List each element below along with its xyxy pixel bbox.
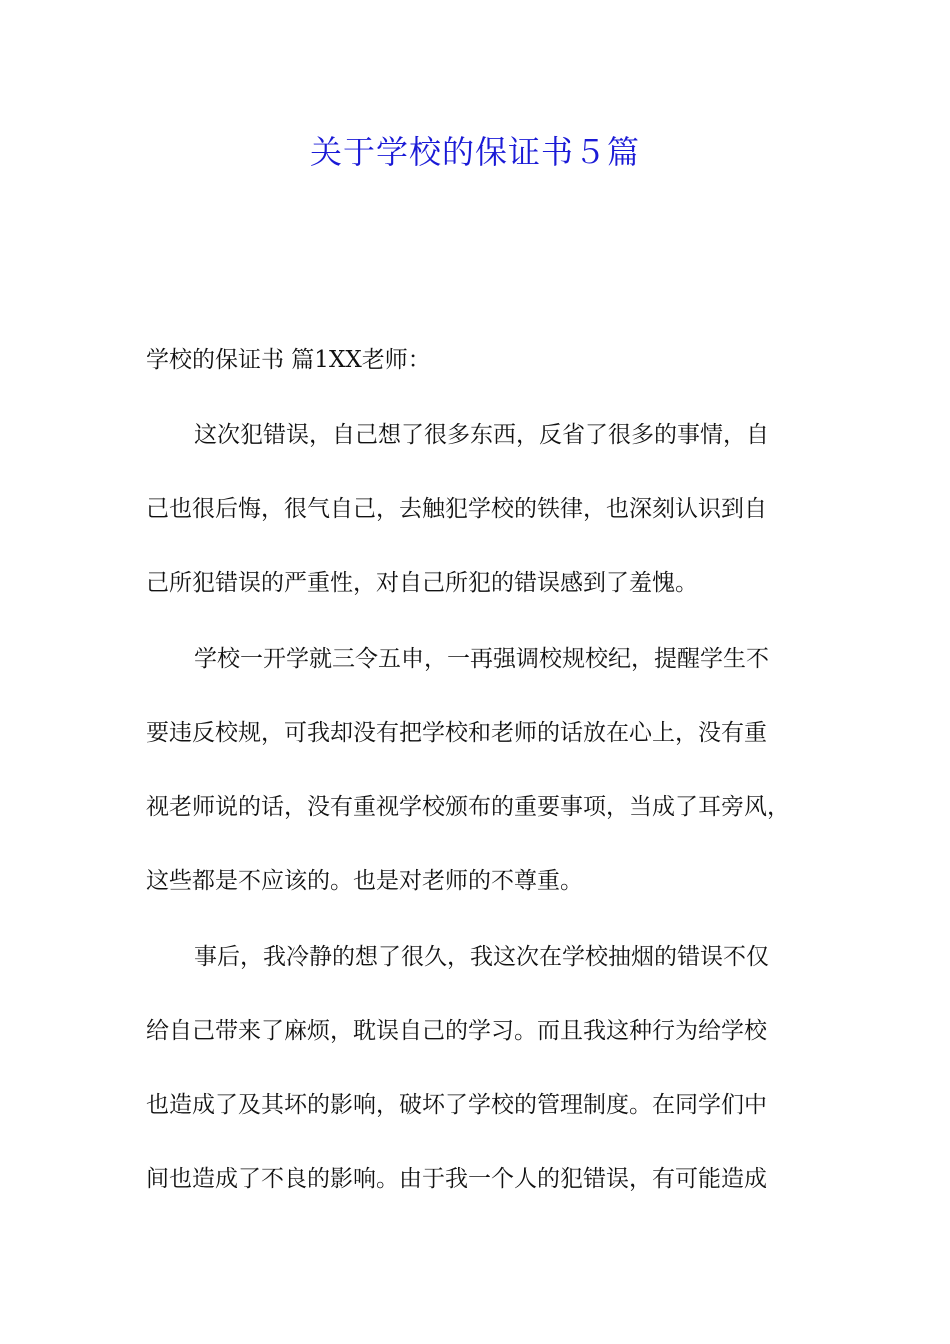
paragraph-3-line-2: 给自己带来了麻烦，耽误自己的学习。而且我这种行为给学校 [146, 1018, 767, 1044]
paragraph-2-line-3: 视老师说的话，没有重视学校颁布的重要事项，当成了耳旁风， [146, 794, 790, 820]
document-title: 关于学校的保证书５篇 [309, 133, 640, 171]
paragraph-1-line-3: 己所犯错误的严重性，对自己所犯的错误感到了羞愧。 [146, 570, 698, 596]
paragraph-1-line-2: 己也很后悔，很气自己，去触犯学校的铁律，也深刻认识到自 [146, 496, 767, 522]
paragraph-3-line-1: 事后，我冷静的想了很久，我这次在学校抽烟的错误不仅 [194, 944, 769, 970]
paragraph-3-line-4: 间也造成了不良的影响。由于我一个人的犯错误，有可能造成 [146, 1166, 767, 1192]
paragraph-1-line-1: 这次犯错误，自己想了很多东西，反省了很多的事情，自 [194, 422, 769, 448]
paragraph-3-line-3: 也造成了及其坏的影响，破坏了学校的管理制度。在同学们中 [146, 1092, 767, 1118]
paragraph-2-line-1: 学校一开学就三令五申，一再强调校规校纪，提醒学生不 [194, 646, 769, 672]
heading-line: 学校的保证书 篇1XX老师： [146, 347, 431, 373]
paragraph-2-line-2: 要违反校规，可我却没有把学校和老师的话放在心上，没有重 [146, 720, 767, 746]
paragraph-2-line-4: 这些都是不应该的。也是对老师的不尊重。 [146, 868, 583, 894]
